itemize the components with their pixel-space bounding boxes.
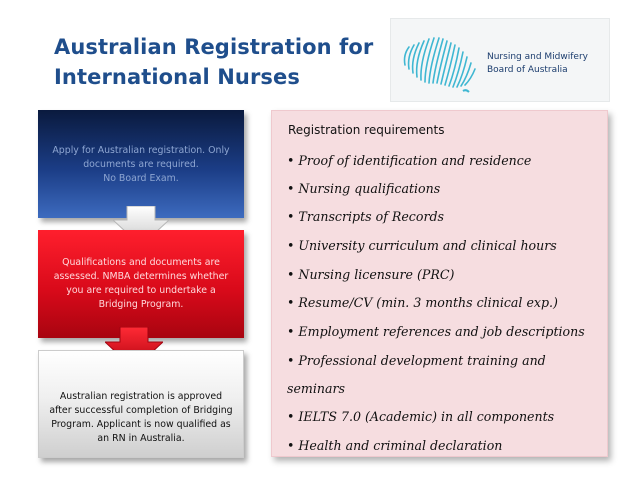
step-2-line-4: Bridging Program. xyxy=(98,299,184,310)
requirement-item: • Employment references and job descriptions xyxy=(287,324,585,339)
requirement-item: • Proof of identification and residence xyxy=(287,153,532,168)
step-3-line-1: Australian registration is approved xyxy=(59,391,223,402)
requirement-item-continuation: seminars xyxy=(287,381,345,396)
requirement-item: • Health and criminal declaration xyxy=(287,438,503,453)
requirement-item: • Transcripts of Records xyxy=(287,209,444,224)
step-3-line-2: after successful completion of Bridging xyxy=(49,405,233,416)
step-2-line-2: assessed. NMBA determines whether xyxy=(53,271,229,282)
requirement-item: • IELTS 7.0 (Academic) in all components xyxy=(287,409,555,424)
logo-text-line-2: Board of Australia xyxy=(487,65,568,75)
requirements-panel xyxy=(271,110,608,457)
requirement-item: • Nursing qualifications xyxy=(287,181,441,196)
requirement-item: • Resume/CV (min. 3 months clinical exp.) xyxy=(287,295,558,310)
step-3-box xyxy=(38,350,244,458)
step-2-line-3: you are required to undertake a xyxy=(66,285,216,296)
slide-title-line-1: Australian Registration for xyxy=(54,35,374,59)
step-2-box xyxy=(38,230,244,338)
step-1-line-2: documents are required. xyxy=(83,159,199,170)
logo-text-line-1: Nursing and Midwifery xyxy=(487,52,588,62)
step-1-box xyxy=(38,110,244,218)
requirements-heading: Registration requirements xyxy=(288,123,445,137)
step-2-line-1: Qualifications and documents are xyxy=(62,257,220,268)
australia-map-icon xyxy=(397,25,485,97)
nmba-logo xyxy=(390,18,610,102)
step-1-line-1: Apply for Australian registration. Only xyxy=(52,145,230,156)
requirement-item: • Professional development training and xyxy=(287,353,546,368)
requirement-item: • University curriculum and clinical hours xyxy=(287,238,557,253)
step-3-line-4: an RN in Australia. xyxy=(97,433,185,444)
slide-title xyxy=(54,32,384,92)
requirement-item: • Nursing licensure (PRC) xyxy=(287,267,455,282)
step-3-line-3: Program. Applicant is now qualified as xyxy=(51,419,231,430)
step-1-line-3: No Board Exam. xyxy=(103,173,179,184)
slide-title-line-2: International Nurses xyxy=(54,65,300,89)
